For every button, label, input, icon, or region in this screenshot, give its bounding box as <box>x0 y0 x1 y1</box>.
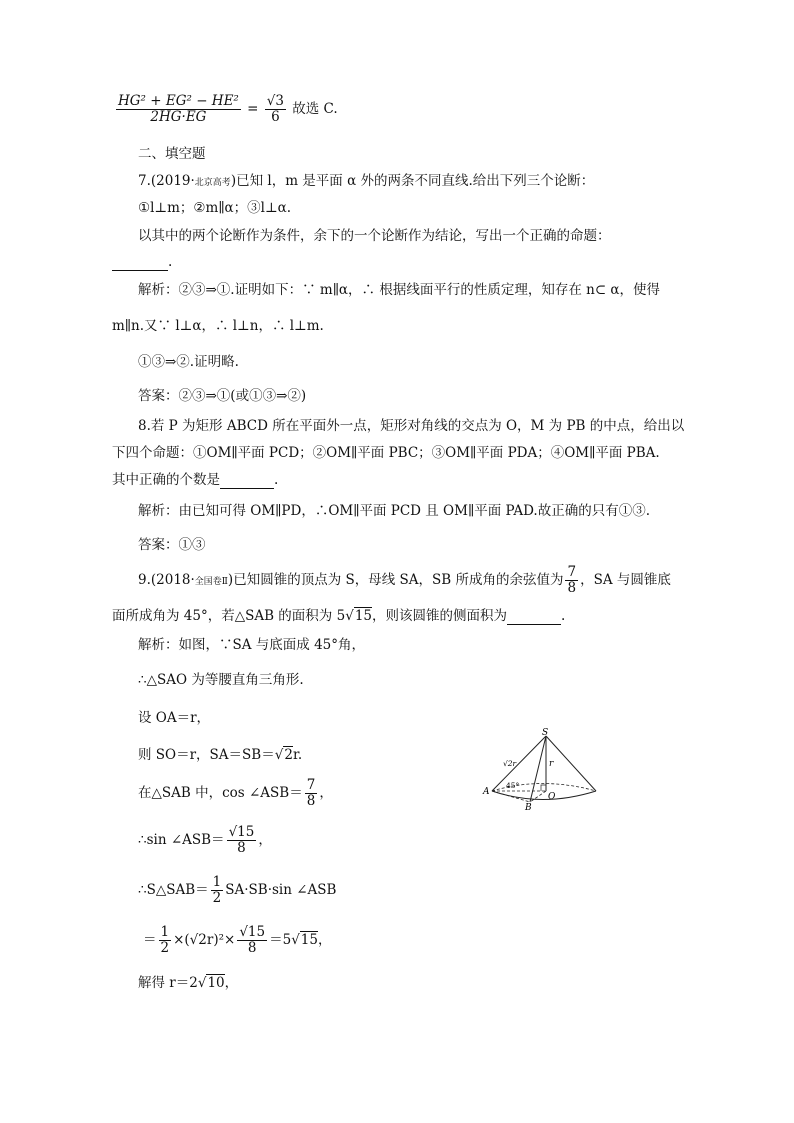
fraction-numerator: HG² + EG² − HE² <box>118 93 239 109</box>
q9-a8-eq: ＝ <box>143 932 157 948</box>
q9-a9-text: 解得 r＝2 <box>138 975 198 991</box>
q9-a8-tail: ， <box>317 932 332 948</box>
equals-sign: = <box>247 101 259 117</box>
frac-denominator: 8 <box>306 793 316 809</box>
q7-answer: 答案：②③⇒①(或①③⇒②) <box>138 388 307 404</box>
section-title: 二、填空题 <box>138 146 206 162</box>
sqrt-value: 15 <box>300 932 318 948</box>
q9-a4-text: 则 SO＝r，SA＝SB＝ <box>138 747 275 763</box>
label-45-degree: 45° <box>506 781 520 790</box>
blank-end: . <box>274 472 279 488</box>
sin-fraction <box>227 825 257 856</box>
q9-text1: )已知圆锥的顶点为 S，母线 SA，SB 所成角的余弦值为 <box>227 572 564 588</box>
label-s: S <box>542 728 549 738</box>
cosine-numerator: 7 <box>567 564 577 580</box>
q7-items: ①l⊥m；②m∥α；③l⊥α. <box>138 200 292 216</box>
q9-a5-tail: ， <box>319 785 333 801</box>
blank-line <box>220 472 274 489</box>
blank-line <box>507 608 561 625</box>
q7-line3: 以其中的两个论断作为条件，余下的一个论断作为结论，写出一个正确的命题： <box>138 228 611 244</box>
right-angle-mark <box>541 785 546 791</box>
q8-line3-text: 其中正确的个数是 <box>112 472 220 488</box>
fraction-denominator: 2HG·EG <box>150 109 207 125</box>
frac-numerator: √15 <box>228 824 255 840</box>
q9-source: 全国卷Ⅱ <box>194 577 228 587</box>
q7-source: 北京高考 <box>194 178 231 188</box>
frac-denominator: 8 <box>247 940 257 956</box>
result-denominator: 6 <box>271 109 280 125</box>
q9-analysis-5 <box>138 778 333 809</box>
blank-end: . <box>561 608 566 624</box>
half-fraction <box>159 925 172 956</box>
result-fraction <box>265 94 286 125</box>
frac-denominator: 2 <box>160 940 170 956</box>
sqrt-value: 10 <box>207 975 225 991</box>
frac-numerator: √15 <box>239 924 266 940</box>
q7-prefix: 7.(2019· <box>138 173 195 189</box>
cosine-fraction <box>565 565 578 596</box>
sqrt-value: 2 <box>284 747 293 763</box>
result-numerator: √3 <box>266 93 284 109</box>
q9-analysis-6 <box>138 825 272 856</box>
q9-line2: 面所成角为 45°，若△SAB 的面积为 5√15，则该圆锥的侧面积为 . <box>112 608 566 624</box>
frac-numerator: 1 <box>160 924 170 940</box>
q8-answer: 答案：①③ <box>138 537 206 553</box>
q8-line1: 8.若 P 为矩形 ABCD 所在平面外一点，矩形对角线的交点为 O，M 为 PB 的中点，给出以 <box>138 418 685 434</box>
q9-a7-text: ∴S△SAB＝ <box>138 882 209 898</box>
label-sqrt2r: √2r <box>503 759 517 768</box>
q7-line1 <box>138 173 594 191</box>
q9-a9-tail: ， <box>224 975 239 991</box>
frac-numerator: 7 <box>306 777 316 793</box>
cone-generator-right <box>546 736 596 791</box>
answer-choice-text: 故选 C. <box>292 101 338 117</box>
sqrt15-fraction <box>237 925 267 956</box>
q8-line2: 下四个命题：①OM∥平面 PCD；②OM∥平面 PBC；③OM∥平面 PDA；④OM∥平面 PBA. <box>112 445 660 461</box>
blank-end: . <box>168 254 173 270</box>
label-r: r <box>549 759 554 769</box>
q9-prefix: 9.(2018· <box>138 572 195 588</box>
q9-a7-tail: SA·SB·sin ∠ASB <box>225 882 337 898</box>
q9-a6-tail: ， <box>258 832 272 848</box>
q7-analysis-3: ①③⇒②.证明略. <box>138 354 239 370</box>
blank-line <box>112 254 168 271</box>
q8-line3 <box>112 472 278 489</box>
label-b: B <box>525 803 532 810</box>
sqrt-value: 15 <box>354 608 372 624</box>
q9-analysis-2: ∴△SAO 为等腰直角三角形. <box>138 672 304 688</box>
q9-analysis-3: 设 OA＝r， <box>138 710 211 726</box>
q9-a6-text: ∴sin ∠ASB＝ <box>138 832 225 848</box>
frac-denominator: 8 <box>237 840 246 856</box>
q9-analysis-1: 解析：如图，∵SA 与底面成 45°角， <box>138 637 366 653</box>
q9-a4-tail: r. <box>292 747 303 763</box>
q9-text1b: ，SA 与圆锥底 <box>580 572 671 588</box>
cone-diagram <box>478 728 604 810</box>
q8-analysis: 解析：由已知可得 OM∥PD，∴OM∥平面 PCD 且 OM∥平面 PAD.故正确的只有①③. <box>138 503 650 519</box>
frac-numerator: 1 <box>212 874 222 890</box>
cosine-denominator: 8 <box>567 580 577 596</box>
q9-a8-result: ＝5 <box>269 932 292 948</box>
cone-generator-sb <box>530 736 546 802</box>
q7-answer-blank <box>112 254 172 271</box>
q7-analysis-2: m∥n.又∵ l⊥α，∴ l⊥n，∴ l⊥m. <box>112 318 324 334</box>
label-o: O <box>548 792 556 802</box>
q9-analysis-7 <box>138 875 336 906</box>
top-fraction <box>116 94 241 125</box>
q9-a5-text: 在△SAB 中，cos ∠ASB＝ <box>138 785 303 801</box>
q9-analysis-4: 则 SO＝r，SA＝SB＝√2r. <box>138 747 303 763</box>
q7-text: )已知 l，m 是平面 α 外的两条不同直线.给出下列三个论断： <box>230 173 595 189</box>
q9-line2b: ，则该圆锥的侧面积为 <box>372 608 507 624</box>
q9-analysis-9: 解得 r＝2√10， <box>138 975 239 991</box>
cos-fraction <box>305 778 318 809</box>
q9-line2a: 面所成角为 45°，若△SAB 的面积为 5 <box>112 608 346 624</box>
q9-a8-mid: ×(√2r)²× <box>173 932 236 948</box>
q9-analysis-8: ＝ $\frac{1}{2}$ ×(√2r)²× $\frac{√15}{8}$ ＝5√15， <box>143 924 332 956</box>
top-formula <box>114 94 338 125</box>
half-fraction <box>211 875 224 906</box>
frac-denominator: 2 <box>212 890 222 906</box>
q9-line1 <box>138 565 671 596</box>
q7-analysis-1: 解析：②③⇒①.证明如下：∵ m∥α，∴ 根据线面平行的性质定理，知存在 n⊂ α，使得 <box>138 282 661 298</box>
label-a: A <box>483 787 490 797</box>
